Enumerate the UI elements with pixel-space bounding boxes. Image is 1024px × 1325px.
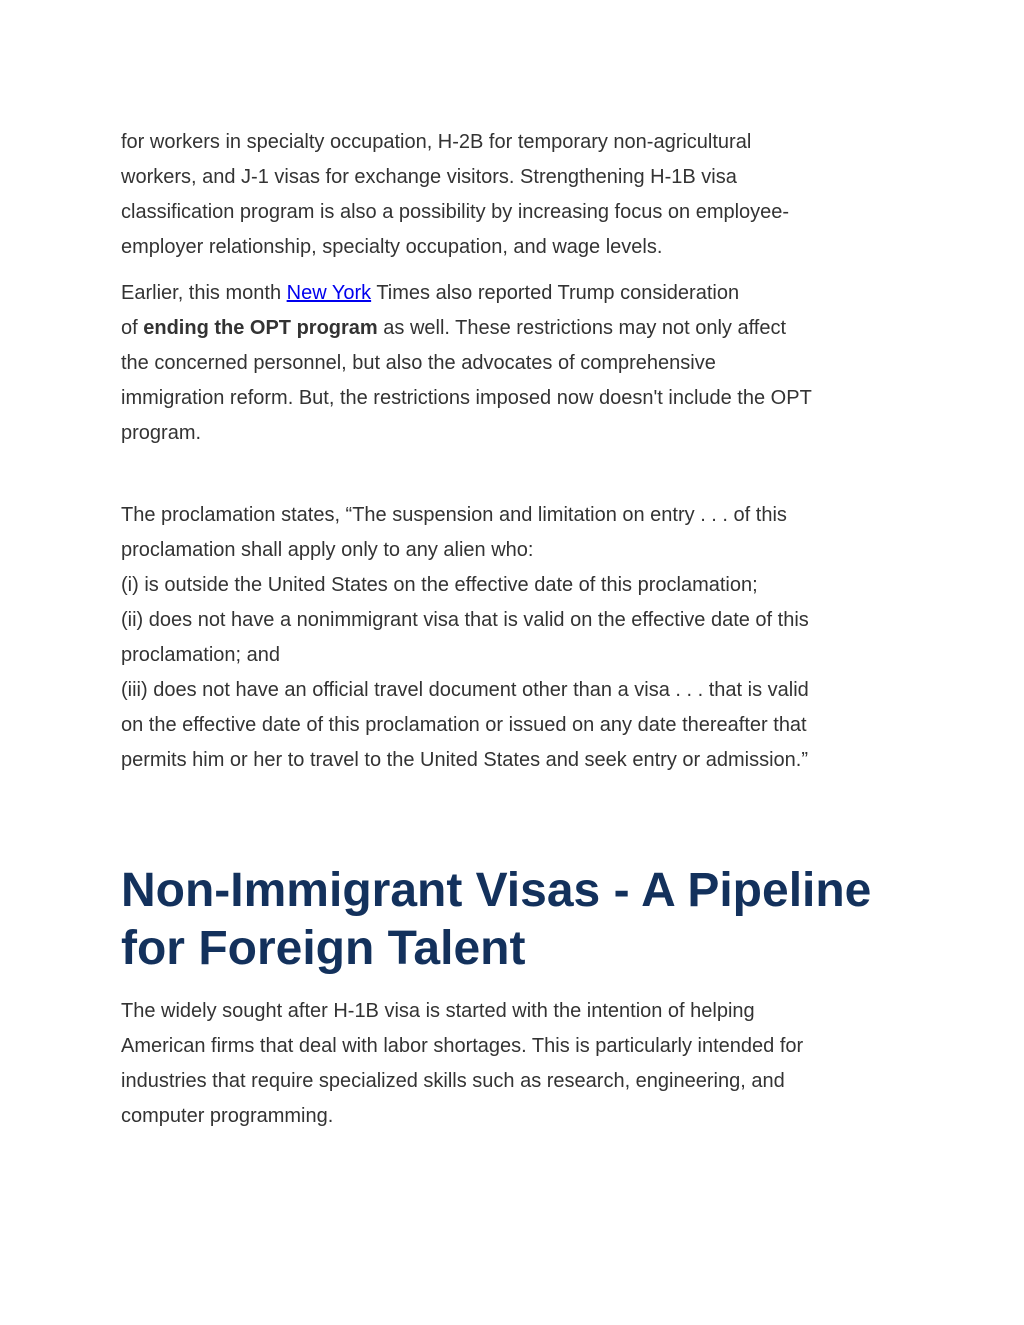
text-segment: Times also reported Trump consideration (371, 282, 740, 304)
text-line: (i) is outside the United States on the effective date of this proclamation; (121, 574, 758, 596)
text-segment: of (121, 317, 144, 339)
heading-line: for Foreign Talent (121, 922, 526, 975)
new-york-link[interactable]: New York (286, 282, 372, 304)
text-line: permits him or her to travel to the United States and seek entry or admission.” (121, 749, 808, 771)
paragraph-opt-program (121, 276, 911, 451)
text-segment: Earlier, this month (121, 282, 287, 304)
text-line: workers, and J-1 visas for exchange visitors. Strengthening H-1B visa (121, 166, 737, 188)
document-body (121, 125, 911, 778)
text-line: immigration reform. But, the restrictions imposed now doesn't include the OPT (121, 387, 812, 409)
text-line: (ii) does not have a nonimmigrant visa that is valid on the effective date of this (121, 609, 809, 631)
section-heading (121, 862, 921, 978)
text-line: (iii) does not have an official travel document other than a visa . . . that is valid (121, 679, 809, 701)
bold-phrase: ending the OPT program (143, 317, 378, 339)
text-line: proclamation; and (121, 644, 280, 666)
text-line: classification program is also a possibility by increasing focus on employee- (121, 201, 790, 223)
text-line: program. (121, 422, 202, 444)
paragraph-visa-types (121, 125, 911, 265)
heading-line: Non-Immigrant Visas - A Pipeline (121, 864, 872, 917)
text-line: employer relationship, specialty occupation, and wage levels. (121, 236, 663, 258)
paragraph-proclamation-quote (121, 498, 911, 778)
text-line: proclamation shall apply only to any alien who: (121, 539, 534, 561)
text-line: The widely sought after H-1B visa is started with the intention of helping (121, 1000, 755, 1022)
text-line: American firms that deal with labor shortages. This is particularly intended for (121, 1035, 804, 1057)
text-line: The proclamation states, “The suspension and limitation on entry . . . of this (121, 504, 787, 526)
text-line: on the effective date of this proclamation or issued on any date thereafter that (121, 714, 807, 736)
text-segment: as well. These restrictions may not only affect (377, 317, 787, 339)
paragraph-h1b-intro (121, 994, 911, 1134)
text-line: the concerned personnel, but also the advocates of comprehensive (121, 352, 716, 374)
text-line: industries that require specialized skills such as research, engineering, and (121, 1070, 785, 1092)
text-line (121, 311, 911, 346)
text-line (121, 276, 911, 311)
text-line: computer programming. (121, 1105, 334, 1127)
text-line: for workers in specialty occupation, H-2B for temporary non-agricultural (121, 131, 752, 153)
